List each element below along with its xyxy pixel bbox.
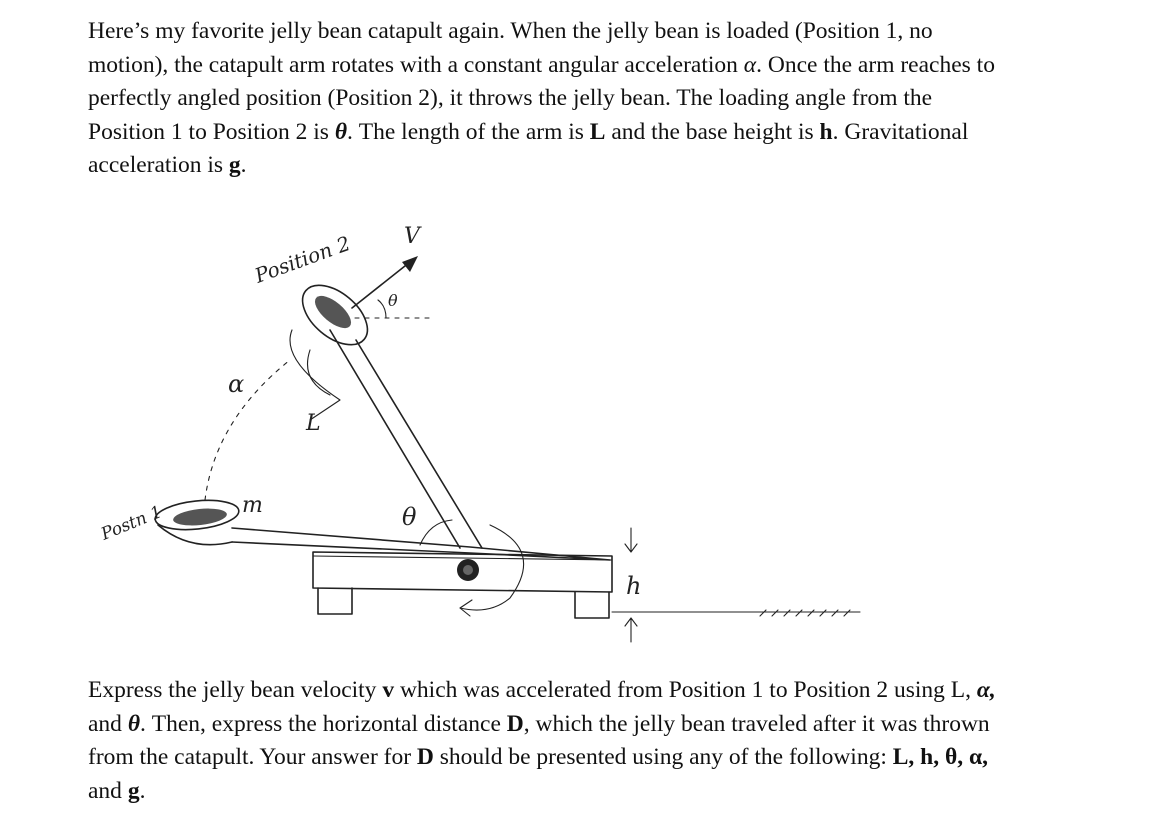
base-right-leg (575, 592, 609, 618)
label-velocity: V (404, 224, 420, 249)
intro-line-3: perfectly angled position (Position 2), it throws the jelly bean. The loading angle from the (88, 85, 933, 111)
theta-symbol: θ (127, 710, 141, 737)
gravity-symbol: g (228, 152, 241, 178)
question-line-4: and g. (88, 777, 146, 804)
question-line-1: Express the jelly bean velocity v which was accelerated from Position 1 to Position 2 using L, α, (88, 677, 996, 703)
question-line-2: and θ. Then, express the horizontal distance D, which the jelly bean traveled after it was thrown (88, 710, 990, 737)
label-position-1: Postn 1 (98, 502, 165, 545)
intro-line-1: Here’s my favorite jelly bean catapult again. When the jelly bean is loaded (Position 1, no (88, 18, 933, 44)
label-theta-top: θ (388, 291, 398, 310)
gravity-symbol: g (127, 777, 140, 804)
label-height: h (626, 572, 642, 600)
label-alpha: α (228, 370, 245, 398)
intro-line-2: motion), the catapult arm rotates with a constant angular acceleration α. Once the arm reaches to (88, 51, 995, 78)
base-left-leg (318, 588, 352, 614)
theta-arc-pivot (420, 520, 452, 545)
variable-list: L, h, θ, α, (892, 744, 988, 770)
h-bottom-arrow (625, 618, 637, 642)
distance-symbol: D (416, 744, 434, 770)
length-symbol: L (589, 118, 606, 145)
alpha-symbol: α, (976, 677, 996, 703)
label-length: L (306, 411, 321, 436)
label-position-2: Position 2 (251, 231, 354, 288)
distance-symbol: D (506, 710, 524, 737)
height-symbol: h (819, 118, 833, 145)
velocity-symbol: v (382, 677, 395, 703)
velocity-arrowhead (402, 256, 418, 272)
catapult-diagram (0, 200, 900, 670)
intro-line-4: Position 1 to Position 2 is θ. The length of the arm is L and the base height is h. Gravitational (88, 118, 969, 145)
pivot-center (463, 565, 473, 575)
intro-paragraph (88, 15, 1128, 183)
intro-line-5: acceleration is g. (88, 152, 247, 178)
label-theta-pivot: θ (402, 503, 417, 531)
question-line-3: from the catapult. Your answer for D should be presented using any of the following: L, h, θ, α, (88, 744, 988, 770)
ground-hatch (760, 610, 850, 616)
velocity-arrow (352, 262, 410, 308)
label-mass: m (242, 493, 263, 518)
arm-position-2-inner (308, 350, 331, 395)
question-paragraph (88, 674, 1128, 808)
length-bracket (290, 330, 340, 420)
theta-symbol: θ (334, 118, 348, 145)
alpha-symbol: α (743, 51, 757, 78)
h-top-arrow (625, 528, 637, 552)
alpha-swing-arc (205, 360, 290, 500)
theta-arc-top (378, 300, 386, 318)
